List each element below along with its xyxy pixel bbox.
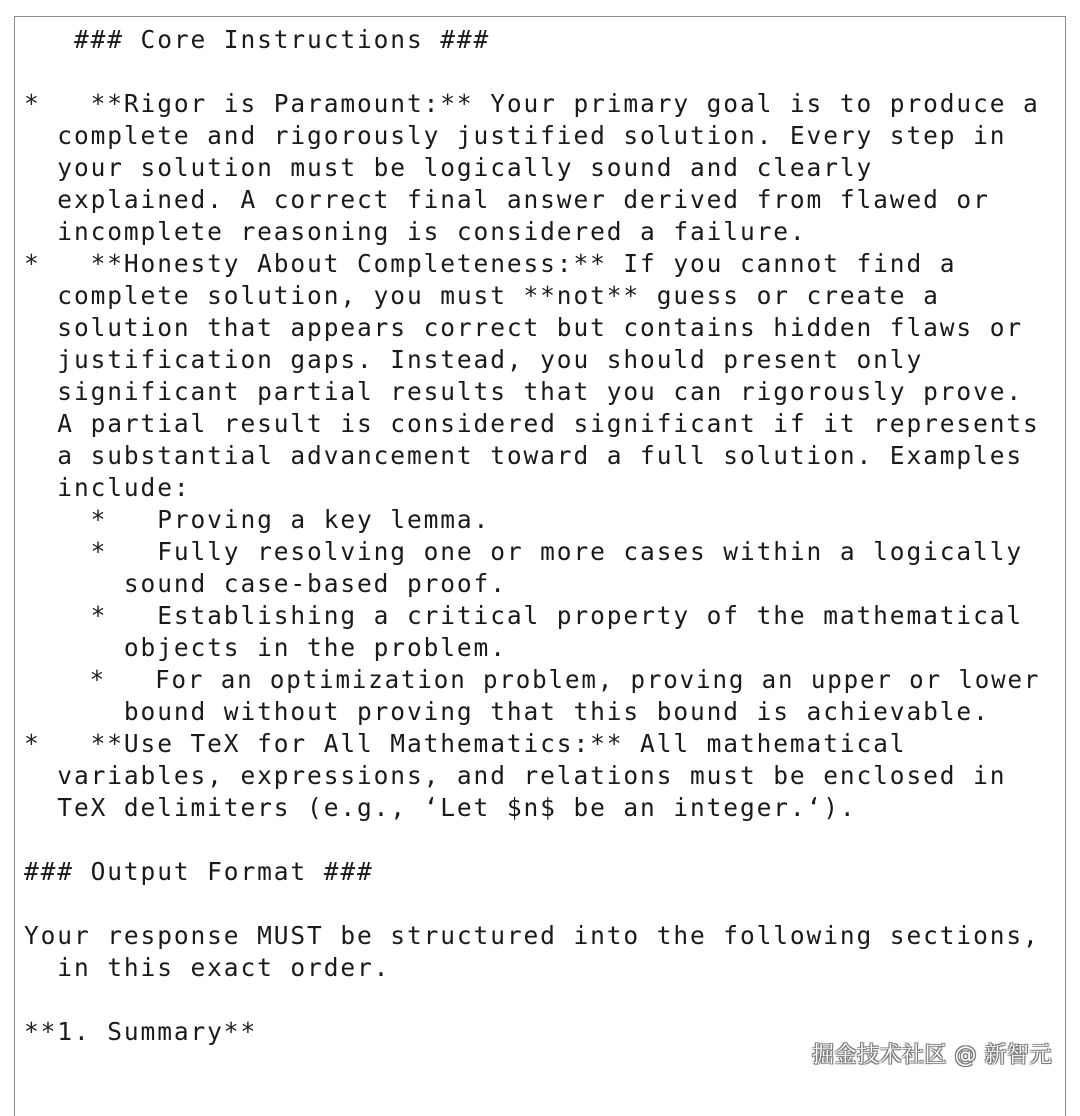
text-line: objects in the problem. (24, 633, 507, 662)
text-line: complete solution, you must **not** guess or create a (24, 281, 940, 310)
text-line: sound case-based proof. (24, 569, 507, 598)
sub-bullet-optimization: * For an optimization problem, proving an upper or lower (24, 665, 1041, 694)
text-line: bound without proving that this bound is achievable. (24, 697, 990, 726)
text-line: variables, expressions, and relations must be enclosed in (24, 761, 1007, 790)
text-line: include: (24, 473, 191, 502)
bullet-tex: * **Use TeX for All Mathematics:** All mathematical (24, 729, 907, 758)
text-line: in this exact order. (24, 953, 391, 982)
heading-core-instructions: ### Core Instructions ### (24, 25, 491, 54)
text-line: a substantial advancement toward a full solution. Examples (24, 441, 1024, 470)
text-line: justification gaps. Instead, you should present only (24, 345, 924, 374)
bullet-rigor: * **Rigor is Paramount:** Your primary goal is to produce a (24, 89, 1040, 118)
sub-bullet-cases: * Fully resolving one or more cases within a logically (24, 537, 1024, 566)
heading-output-format: ### Output Format ### (24, 857, 374, 886)
bullet-honesty: * **Honesty About Completeness:** If you cannot find a (24, 249, 957, 278)
text-line: incomplete reasoning is considered a failure. (24, 217, 807, 246)
text-line: Your response MUST be structured into the following sections, (24, 921, 1040, 950)
sub-bullet-lemma: * Proving a key lemma. (24, 505, 491, 534)
text-line: explained. A correct final answer derived from flawed or (24, 185, 990, 214)
text-line: complete and rigorously justified solution. Every step in (24, 121, 1007, 150)
text-line: your solution must be logically sound and clearly (24, 153, 874, 182)
text-line: TeX delimiters (e.g., ‘Let $n$ be an integer.‘). (24, 793, 857, 822)
sub-bullet-property: * Establishing a critical property of the mathematical (24, 601, 1024, 630)
text-line: significant partial results that you can rigorously prove. (24, 377, 1024, 406)
text-line: A partial result is considered significant if it represents (24, 409, 1040, 438)
heading-summary: **1. Summary** (24, 1017, 258, 1046)
text-line: solution that appears correct but contains hidden flaws or (24, 313, 1024, 342)
watermark: 掘金技术社区 @ 新智元 (812, 1043, 1052, 1068)
